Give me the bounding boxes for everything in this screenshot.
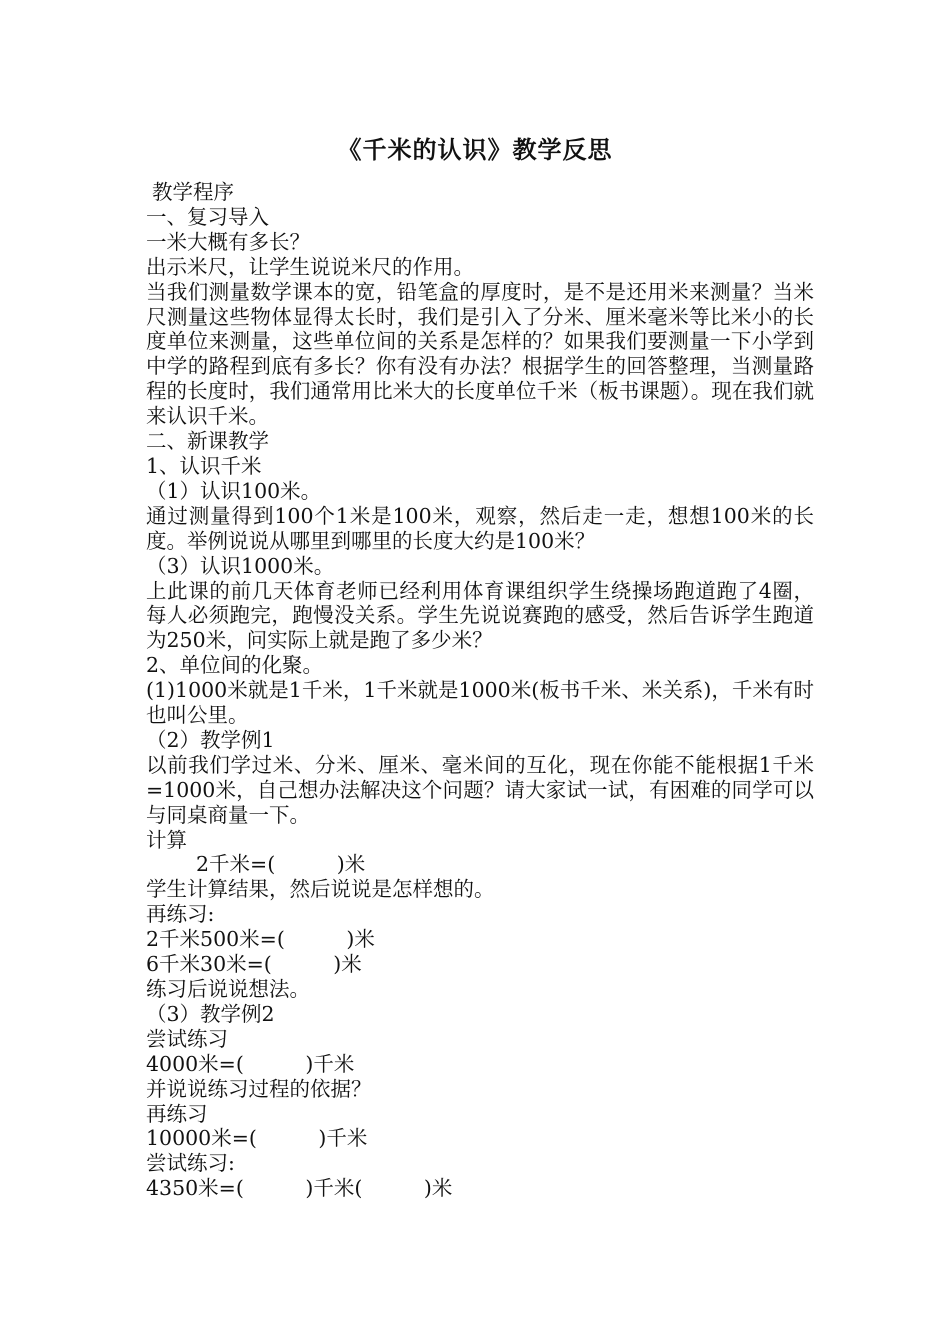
text-line: 当我们测量数学课本的宽，铅笔盒的厚度时，是不是还用米来测量？当米尺测量这些物体显得太长时，我们是引入了分米、厘米毫米等比米小的长度单位来测量，这些单位间的关系是怎样的？如果我们要测量一下小学到中学的路程到底有多长？你有没有办法？根据学生的回答整理，当测量路程的长度时，我们通常用比米大的长度单位千米（板书课题）。现在我们就来认识千米。 (146, 279, 814, 429)
text-line: 计算 (146, 827, 187, 852)
text-line: （2）教学例1 (146, 727, 275, 752)
text-line: 10000米=( )千米 (146, 1126, 368, 1151)
text-line: 一米大概有多长？ (146, 229, 310, 254)
text-line: 通过测量得到100个1米是100米，观察，然后走一走，想想100米的长度。举例说说从哪里到哪里的长度大约是100米？ (146, 503, 814, 553)
text-line: 一、复习导入 (146, 204, 269, 229)
text-line: 2、单位间的化聚。 (146, 653, 324, 678)
text-line: 并说说练习过程的依据？ (146, 1076, 372, 1101)
text-line: （3）认识1000米。 (146, 553, 335, 578)
text-line: 2千米=( )米 (196, 852, 366, 877)
text-line: 上此课的前几天体育老师已经利用体育课组织学生绕操场跑道跑了4圈，每人必须跑完，跑慢没关系。学生先说说赛跑的感受，然后告诉学生跑道为250米，问实际上就是跑了多少米？ (146, 578, 814, 653)
text-line: （3）教学例2 (146, 1001, 275, 1026)
text-line: （1）认识100米。 (146, 478, 322, 503)
text-line: 出示米尺，让学生说说米尺的作用。 (146, 254, 474, 279)
document-body (146, 180, 814, 1201)
text-line: 尝试练习: (146, 1151, 235, 1176)
text-line: (1)1000米就是1千米，1千米就是1000米(板书千米、米关系)，千米有时也叫公里。 (146, 678, 814, 728)
text-line: 再练习 (146, 1101, 208, 1126)
text-line: 练习后说说想法。 (146, 977, 310, 1001)
text-line: 6千米30米=( )米 (146, 952, 362, 977)
document-title: 《千米的认识》教学反思 (337, 135, 613, 164)
text-line: 以前我们学过米、分米、厘米、毫米间的互化，现在你能不能根据1千米=1000米，自己想办法解决这个问题？请大家试一试，有困难的同学可以与同桌商量一下。 (146, 752, 814, 827)
text-line: 教学程序 (152, 180, 234, 204)
text-line: 再练习: (146, 902, 215, 927)
text-line: 二、新课教学 (146, 429, 269, 454)
text-line: 尝试练习 (146, 1026, 228, 1051)
text-line: 2千米500米=( )米 (146, 927, 375, 952)
text-line: 4000米=( )千米 (146, 1051, 355, 1076)
text-line: 4350米=( )千米( )米 (146, 1176, 453, 1201)
text-line: 1、认识千米 (146, 453, 262, 478)
text-line: 学生计算结果，然后说说是怎样想的。 (146, 877, 495, 902)
